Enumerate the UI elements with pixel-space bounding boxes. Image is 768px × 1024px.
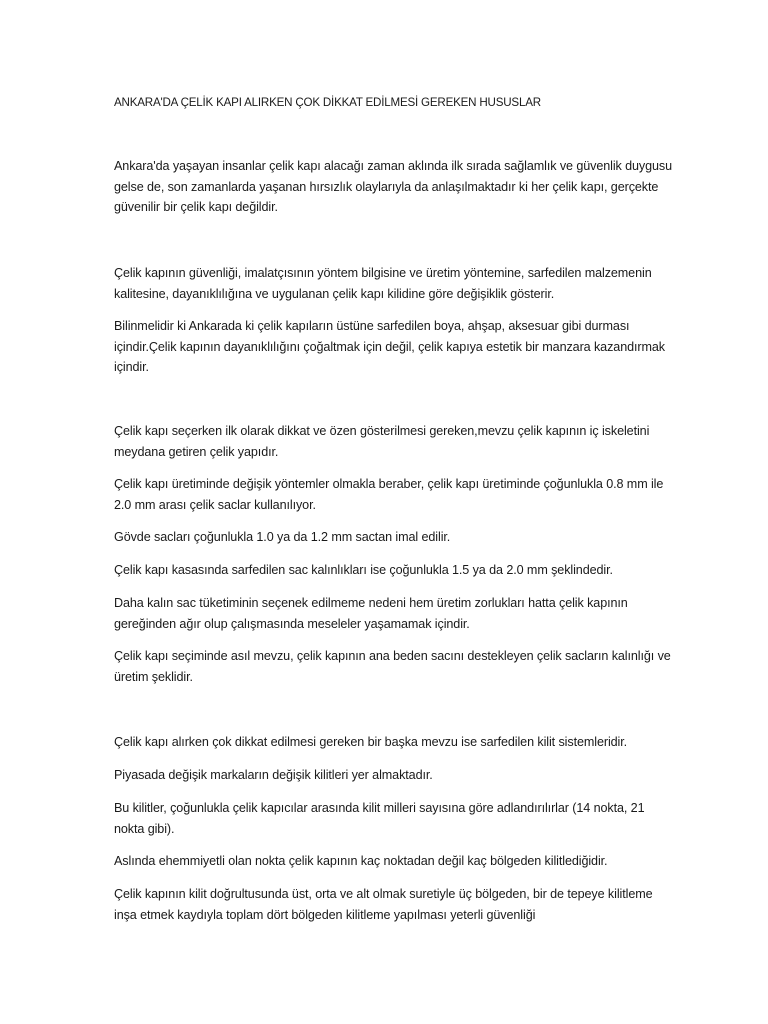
paragraph-6: Gövde sacları çoğunlukla 1.0 ya da 1.2 mm sactan imal edilir. [114, 530, 451, 544]
paragraph-11: Piyasada değişik markaların değişik kilitleri yer almaktadır. [114, 768, 433, 782]
paragraph-9: Çelik kapı seçiminde asıl mevzu, çelik kapının ana beden sacını destekleyen çelik sacların kalınlığı ve üretim şeklidir. [114, 649, 671, 684]
paragraph-10: Çelik kapı alırken çok dikkat edilmesi gereken bir başka mevzu ise sarfedilen kilit sistemleridir. [114, 735, 628, 749]
paragraph-12: Bu kilitler, çoğunlukla çelik kapıcılar arasında kilit milleri sayısına göre adlandırılırlar (14 nokta, 21 nokta gibi). [114, 801, 645, 836]
paragraph-7: Çelik kapı kasasında sarfedilen sac kalınlıkları ise çoğunlukla 1.5 ya da 2.0 mm şeklindedir. [114, 563, 613, 577]
paragraph-4: Çelik kapı seçerken ilk olarak dikkat ve özen gösterilmesi gereken,mevzu çelik kapının iç iskeletini meydana getiren çelik yapıdır. [114, 424, 650, 459]
paragraph-8: Daha kalın sac tüketiminin seçenek edilmeme nedeni hem üretim zorlukları hatta çelik kapının gereğinden ağır olup çalışmasında meseleler yaşamamak içindir. [114, 596, 628, 631]
paragraph-14: Çelik kapının kilit doğrultusunda üst, orta ve alt olmak suretiyle üç bölgeden, bir de tepeye kilitleme inşa etmek kaydıyla toplam dört bölgeden kilitleme yapılması yeterli güvenliği [114, 887, 653, 922]
paragraph-5: Çelik kapı üretiminde değişik yöntemler olmakla beraber, çelik kapı üretiminde çoğunlukla 0.8 mm ile 2.0 mm arası çelik saclar kullanılıyor. [114, 477, 664, 512]
document-title: ANKARA'DA ÇELİK KAPI ALIRKEN ÇOK DİKKAT EDİLMESİ GEREKEN HUSUSLAR [114, 96, 541, 109]
paragraph-2: Çelik kapının güvenliği, imalatçısının yöntem bilgisine ve üretim yöntemine, sarfedilen malzemenin kalitesine, dayanıklılığına ve uygulanan çelik kapı kilidine göre değişiklik gösterir. [114, 266, 652, 301]
paragraph-13: Aslında ehemmiyetli olan nokta çelik kapının kaç noktadan değil kaç bölgeden kilitlediğidir. [114, 854, 608, 868]
paragraph-3: Bilinmelidir ki Ankarada ki çelik kapıların üstüne sarfedilen boya, ahşap, aksesuar gibi durması içindir.Çelik kapının dayanıklılığını çoğaltmak için değil, çelik kapıya estetik bir manzara kazandırmak içindir. [114, 319, 665, 374]
paragraph-1: Ankara'da yaşayan insanlar çelik kapı alacağı zaman aklında ilk sırada sağlamlık ve güvenlik duygusu gelse de, son zamanlarda yaşanan hırsızlık olaylarıyla da anlaşılmaktadır ki her çelik kapı, gerçekte güvenilir bir çelik kapı değildir. [114, 159, 673, 214]
